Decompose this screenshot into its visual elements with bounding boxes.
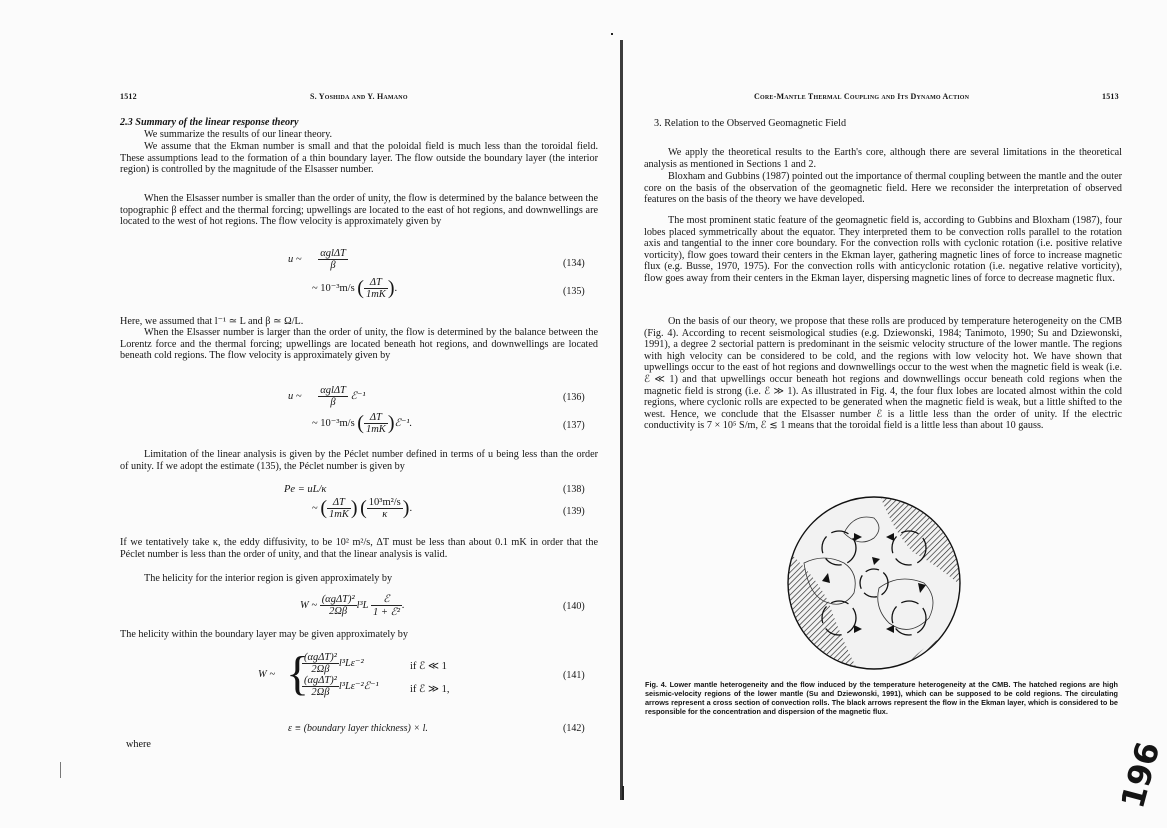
equation-number: (142): [563, 723, 585, 734]
equation-number: (138): [563, 484, 585, 495]
equation-number: (137): [563, 420, 585, 431]
equation-number: (139): [563, 506, 585, 517]
equation-142: ε ≡ (boundary layer thickness) × l.: [288, 723, 428, 734]
fraction: [327, 497, 351, 520]
numerator: ΔT: [364, 277, 388, 289]
numerator: (αgΔT)²: [304, 675, 337, 686]
left-page: 1512 S. Yoshida and Y. Hamano 2.3 Summary of the linear response theory We summarize the results of our linear theory. We assume that the Ekman number is small and that the poloidal field is much less than the toroidal field. These assumptions lead to the formation of a thin boundary layer. The flow outside the boundary layer (the interior region) is controlled by the magnitude of the Elsasser number. When the Elsasser number is smaller than the order of unity, the flow is determined by the balance between the topographic β effect and the thermal forcing; upwellings are located to the east of hot regions, and downwellings are located to the west of hot regions. The flow velocity is approximately given by u ~ $\frac{\text{αglΔT}}{\beta}$ (134) ~ 10⁻³m/s ( $\frac{\Delta T}{1mK}$ ). (135) Here, we assumed that l⁻¹ ≃ L and β ≃ Ω/L. When the Elsasser number is larger than the order of unity, the flow is determined by the balance between the Lorentz force and the thermal forcing; upwellings are located beneath hot regions, and downwellings are located beneath cold regions. The flow velocity is approximately given by u ~ $\frac{\text{αglΔT}}{\beta}$ ℰ⁻¹ (136) ~ 10⁻³m/s ( $\frac{\Delta T}{1mK}$ )ℰ⁻¹. (137) Limitation of the linear analysis is given by the Péclet number defined in terms of u being less than the order of unity. If we adopt the estimate (135), the Péclet number is given by Pe = uL/κ (138) ~ ( $\frac{\Delta T}{1mK}$ ) ( $\frac{\text{10³m²/s}}{\kappa}$ ). (139) If we tentatively take κ, the eddy diffusivity, to be 10² m²/s, ΔT must be less than about 0.1 mK in order that the Péclet number is less than the order of unity, and that the linear analysis is valid. The helicity for the interior region is given approximately by W ~ $\frac{\text{(αgΔT)²}}{2\Omega\beta}$ l³L $\frac{\text{ℰ}}{\text{1 + ℰ²}}$ . (140) The helicity within the boundary layer may be given approximately by W ~ { $\frac{\text{(αgΔT)²}}{2\Omega\beta}$ l³Lε⁻² if ℰ ≪ 1 $\frac{\text{(αgΔT)²}}{2\Omega\beta}$ l³Lε⁻²ℰ⁻¹ if ℰ ≫ 1, (141) where ε ≡ (boundary layer thickness) × l. (142): [120, 92, 598, 750]
denominator: 2Ωβ: [311, 687, 330, 698]
equation-138: Pe = uL/κ: [284, 484, 327, 495]
eq-suffix: ℰ⁻¹: [350, 390, 366, 402]
fraction: [367, 497, 403, 520]
equation-140: W ~ $\frac{\text{(αgΔT)²}}{2\Omega\beta}$ l³L $\frac{\text{ℰ}}{\text{1 + ℰ²}}$ .: [300, 594, 405, 618]
denominator: 1mK: [328, 509, 349, 520]
equation-135: ~ 10⁻³m/s ( $\frac{\Delta T}{1mK}$ ).: [312, 277, 398, 300]
denominator: 2Ωβ: [311, 664, 330, 675]
equation-136: [288, 385, 366, 408]
section-title: 3. Relation to the Observed Geomagnetic Field: [654, 118, 847, 129]
equation-134: [288, 248, 348, 271]
paragraph: Here, we assumed that l⁻¹ ≃ L and β ≃ Ω/L.: [120, 316, 304, 327]
figure-4-globe: [784, 493, 964, 673]
paragraph: The most prominent static feature of the geomagnetic field is, according to Gubbins and Bloxham (1987), four lobes placed symmetrically about the equator. They interpreted them to be convection rolls parallel to the rotation axis and tangential to the inner core boundary. For the convection rolls with cyclonic rotation (i.e. positive relative vorticity), flow goes toward their centers in the Ekman layer, gathering magnetic lines of force to increase magnetic flux (e.g. Busse, 1970, 1975). For the convection rolls with anticyclonic rotation (i.e. negative relative vorticity), flow goes away from their centers in the Ekman layer, dispersing magnetic lines of force to decrease magnetic flux.: [644, 215, 1122, 284]
denominator: β: [330, 260, 336, 271]
equation-number: (135): [563, 286, 585, 297]
equation-number: (140): [563, 601, 585, 612]
equation-number: (134): [563, 258, 585, 269]
eq-lhs: u ~: [288, 253, 302, 265]
page-gutter: [620, 40, 623, 800]
numerator: ΔT: [327, 497, 351, 509]
running-head: S. Yoshida and Y. Hamano: [310, 92, 408, 101]
eq-suffix: ℰ⁻¹.: [394, 417, 413, 429]
equation-number: (136): [563, 392, 585, 403]
running-head: Core-Mantle Thermal Coupling and Its Dynamo Action: [754, 92, 970, 101]
case-tail: l³Lε⁻²ℰ⁻¹: [338, 680, 379, 692]
handwritten-page-mark: 196: [1113, 737, 1167, 813]
paragraph: When the Elsasser number is smaller than the order of unity, the flow is determined by the balance between the topographic β effect and the thermal forcing; upwellings are located to the east of hot regions, and downwellings are located to the west of hot regions. The flow velocity is approximately given by: [120, 193, 598, 228]
numerator: αglΔT: [320, 385, 346, 396]
paragraph: Bloxham and Gubbins (1987) pointed out the importance of thermal coupling between the mantle and the outer core on the basis of the observation of the geomagnetic field. Here we reconsider the interpretation of observed features on the basis of the theory we have developed.: [644, 171, 1122, 206]
equation-number: (141): [563, 670, 585, 681]
fraction: [318, 248, 348, 271]
numerator: (αgΔT)²: [321, 594, 355, 605]
numerator: 10³m²/s: [368, 497, 401, 508]
eq-mid: l³L: [356, 599, 369, 611]
paragraph: The helicity within the boundary layer may be given approximately by: [120, 629, 408, 640]
page-number: 1512: [120, 92, 137, 101]
paragraph: The helicity for the interior region is given approximately by: [144, 573, 393, 584]
numerator: (αgΔT)²: [304, 652, 337, 663]
fraction: [371, 593, 402, 618]
eq-prefix: ~ 10⁻³m/s: [312, 417, 355, 429]
paragraph: We summarize the results of our linear theory.: [144, 129, 333, 140]
equation-139: ~ ( $\frac{\Delta T}{1mK}$ ) ( $\frac{\text{10³m²/s}}{\kappa}$ ).: [312, 497, 413, 520]
denominator: 2Ωβ: [329, 606, 348, 617]
denominator: 1 + ℰ²: [372, 607, 401, 618]
fraction: [364, 412, 388, 435]
page-number: 1513: [1102, 92, 1119, 101]
denominator: 1mK: [365, 424, 386, 435]
fraction: [318, 385, 348, 408]
eq-lhs: W ~: [300, 599, 318, 611]
section-title: 2.3 Summary of the linear response theory: [120, 117, 299, 128]
numerator: αglΔT: [320, 248, 346, 259]
case-condition: if ℰ ≫ 1,: [410, 684, 450, 695]
numerator: ΔT: [364, 412, 388, 424]
case-tail: l³Lε⁻²: [338, 657, 364, 669]
paragraph: On the basis of our theory, we propose that these rolls are produced by temperature heterogeneity on the CMB (Fig. 4). According to recent seismological studies (e.g. Dziewonski, 1984; Tanimoto, 1990; Su and Dziewonski, 1991), a degree 2 sectorial pattern is predominant in the seismic velocity structure of the lower mantle. The regions with high velocity can be considered to be cold, and the regions with low velocity hot. We have shown that upwellings occur to the east of hot regions and downwellings occur to the west when the magnetic field is weak (i.e. ℰ ≪ 1) and that upwellings occur beneath hot regions and downwellings occur beneath cold regions when the magnetic field is strong (i.e. ℰ ≫ 1). As illustrated in Fig. 4, the four flux lobes are located almost within the cold regions, where cyclonic rolls are expected to be generated when the magnetic field is weak, but a little shifted to the west. Hence, we conclude that the Elsasser number ℰ is a little less than the order of unity. If the electric conductivity is 7 × 10⁵ S/m, ℰ ≲ 1 means that the toroidal field is a little less than about 10 gauss.: [644, 316, 1122, 432]
paragraph: If we tentatively take κ, the eddy diffusivity, to be 10² m²/s, ΔT must be less than about 0.1 mK in order that the Péclet number is less than the order of unity, and that the linear analysis is valid.: [120, 537, 598, 560]
paragraph: We assume that the Ekman number is small and that the poloidal field is much less than the toroidal field. These assumptions lead to the formation of a thin boundary layer. The flow outside the boundary layer (the interior region) is controlled by the magnitude of the Elsasser number.: [120, 141, 598, 176]
paragraph: Limitation of the linear analysis is given by the Péclet number defined in terms of u being less than the order of unity. If we adopt the estimate (135), the Péclet number is given by: [120, 449, 598, 472]
figure-caption: Fig. 4. Lower mantle heterogeneity and the flow induced by the temperature heterogeneity at the CMB. The hatched regions are high seismic-velocity regions of the lower mantle (Su and Dziewonski, 1991), which can be supposed to be cold regions. The circulating arrows represent a cross section of convection rolls. The black arrows represent the flow in the Ekman layer, which is considered to be responsible for the concentration and dispersion of the magnetic flux.: [645, 680, 1118, 717]
denominator: κ: [382, 509, 388, 520]
paragraph: We apply the theoretical results to the Earth's core, although there are several limitations in the theoretical analysis as mentioned in Sections 1 and 2.: [644, 147, 1122, 170]
fraction: [320, 594, 357, 617]
eq-lhs: u ~: [288, 390, 302, 402]
denominator: 1mK: [365, 289, 386, 300]
eq-lhs: W ~: [258, 669, 276, 680]
fraction: [302, 652, 339, 675]
where-label: where: [126, 739, 151, 750]
equation-137: ~ 10⁻³m/s ( $\frac{\Delta T}{1mK}$ )ℰ⁻¹.: [312, 412, 413, 435]
denominator: β: [330, 397, 336, 408]
paragraph: When the Elsasser number is larger than the order of unity, the flow is determined by the balance between the Lorentz force and the thermal forcing; upwellings are located beneath hot regions, and downwellings are located beneath cold regions. The flow velocity is approximately given by: [120, 327, 598, 362]
fraction: [302, 675, 339, 698]
eq-prefix: ~ 10⁻³m/s: [312, 282, 355, 294]
numerator: ℰ: [371, 593, 402, 606]
fraction: [364, 277, 388, 300]
case-condition: if ℰ ≪ 1: [410, 661, 447, 672]
